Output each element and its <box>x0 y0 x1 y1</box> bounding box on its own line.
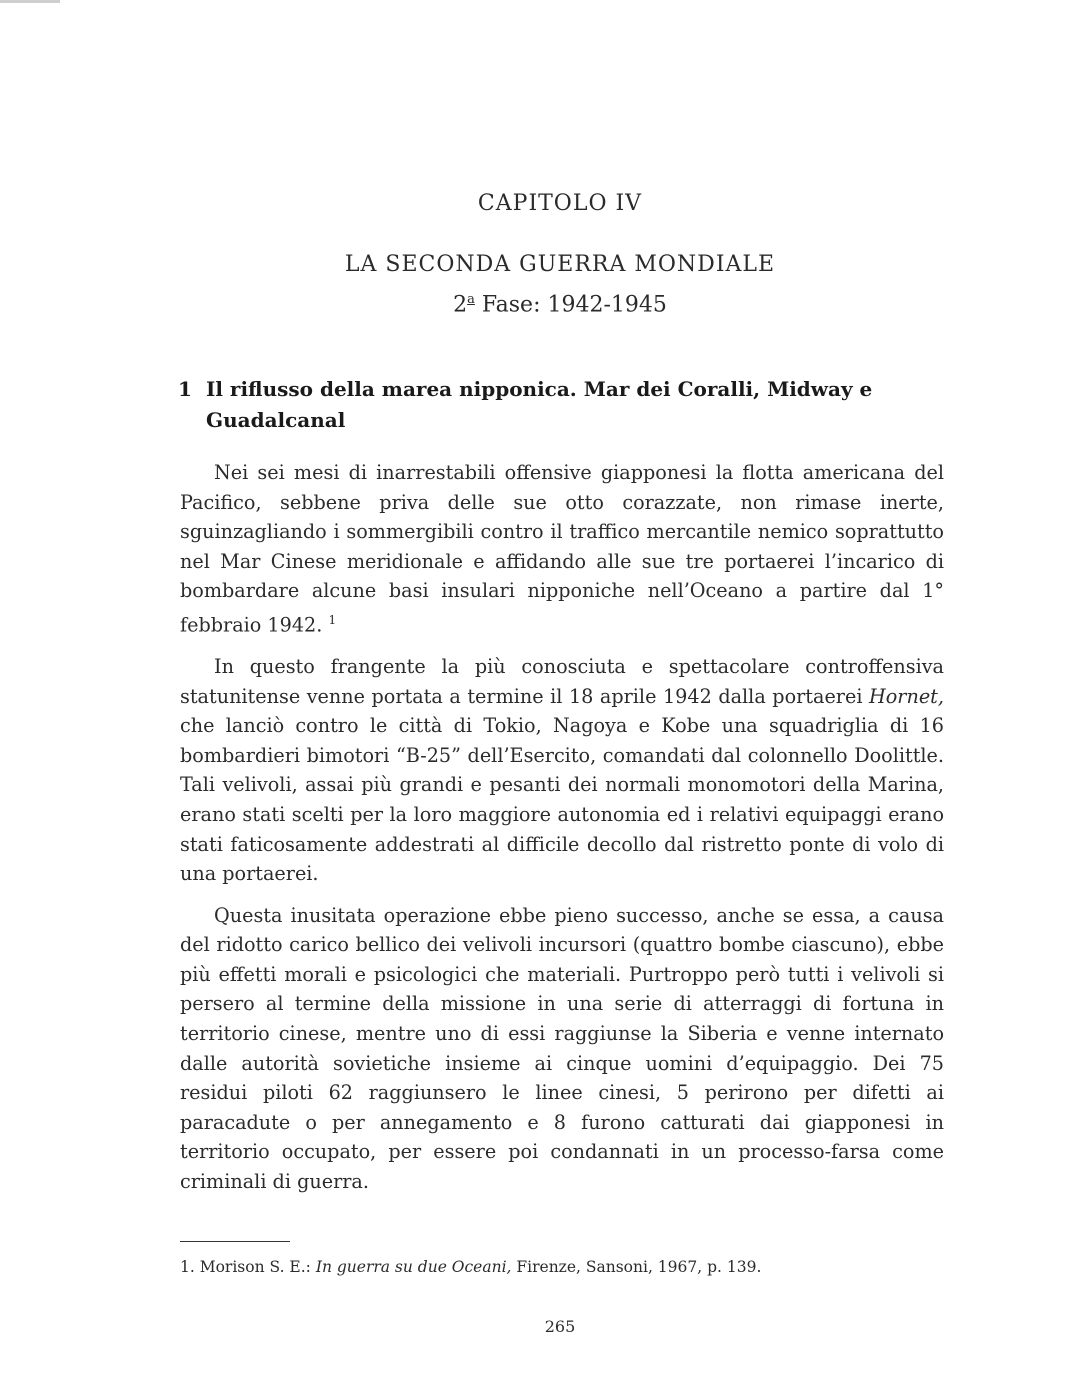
paragraph-1-text: Nei sei mesi di inarrestabili offensive giapponesi la flotta americana del Pacifico, sebbene priva delle sue otto corazzate, non rimase inerte, sguinzagliando i sommergibili contro il traffico mercantile nemico soprattutto nel Mar Cinese meridionale e affidando alle sue tre portaerei l’incarico di bombardare alcune basi insulari nipponiche nell’Oceano a partire dal 1° febbraio 1942. <box>180 461 944 637</box>
page-number: 265 <box>544 1317 576 1336</box>
chapter-title: LA SECONDA GUERRA MONDIALE <box>344 252 776 277</box>
footnote-reference: 1 <box>328 612 337 627</box>
paragraph-2-before: In questo frangente la più conosciuta e spettacolare controffensiva statunitense venne portata a termine il 18 aprile 1942 dalla portaerei <box>180 654 944 708</box>
paragraph-3: Questa inusitata operazione ebbe pieno successo, anche se essa, a causa del ridotto carico bellico dei velivoli incursori (quattro bombe ciascuno), ebbe più effetti morali e psicologici che materiali. Purtroppo però tutti i velivoli si persero al termine della missione in una serie di atterraggi di fortuna in territorio cinese, mentre uno di essi raggiunse la Siberia e venne internato dalle autorità sovietiche insieme ai cinque uomini d’equipaggio. Dei 75 residui piloti 62 raggiunsero le linee cinesi, 5 perirono per difetti ai paracadute o per annegamento e 8 furono catturati dai giapponesi in territorio occupato, per essere poi condannati in un processo-farsa come criminali di guerra. <box>180 903 944 1194</box>
chapter-label: CAPITOLO IV <box>477 191 643 216</box>
scan-edge-mark <box>0 0 60 3</box>
paragraph-2 <box>180 652 944 889</box>
paragraph-1 <box>180 458 944 640</box>
section-heading <box>178 374 948 436</box>
section-title: Il riflusso della marea nipponica. Mar dei Coralli, Midway e Guadalcanal <box>206 377 873 432</box>
phase-number: 2 <box>453 292 468 318</box>
phase-ordinal: a <box>467 292 475 307</box>
footnote-marker: 1. <box>180 1258 195 1276</box>
footnote-divider <box>180 1241 290 1242</box>
ship-name: Hornet, <box>869 684 944 708</box>
phase-text: Fase: 1942-1945 <box>481 292 667 318</box>
paragraph-2-after: che lanciò contro le città di Tokio, Nagoya e Kobe una squadriglia di 16 bombardieri bimotori “B-25” dell’Esercito, comandati dal colonnello Doolittle. Tali velivoli, assai più grandi e pesanti dei normali monomotori della Marina, erano stati scelti per la loro maggiore autonomia ed i relativi equipaggi erano stati faticosamente addestrati al difficile decollo dal ristretto ponte di volo di una portaerei. <box>180 714 944 886</box>
chapter-subtitle <box>0 292 1091 317</box>
body-text <box>180 458 944 1209</box>
footnote-publication: Firenze, Sansoni, 1967, p. 139. <box>516 1258 762 1276</box>
footnote-title: In guerra su due Oceani, <box>315 1258 512 1276</box>
section-number: 1 <box>178 377 192 401</box>
footnote <box>180 1258 944 1276</box>
footnote-author: Morison S. E.: <box>199 1258 311 1276</box>
